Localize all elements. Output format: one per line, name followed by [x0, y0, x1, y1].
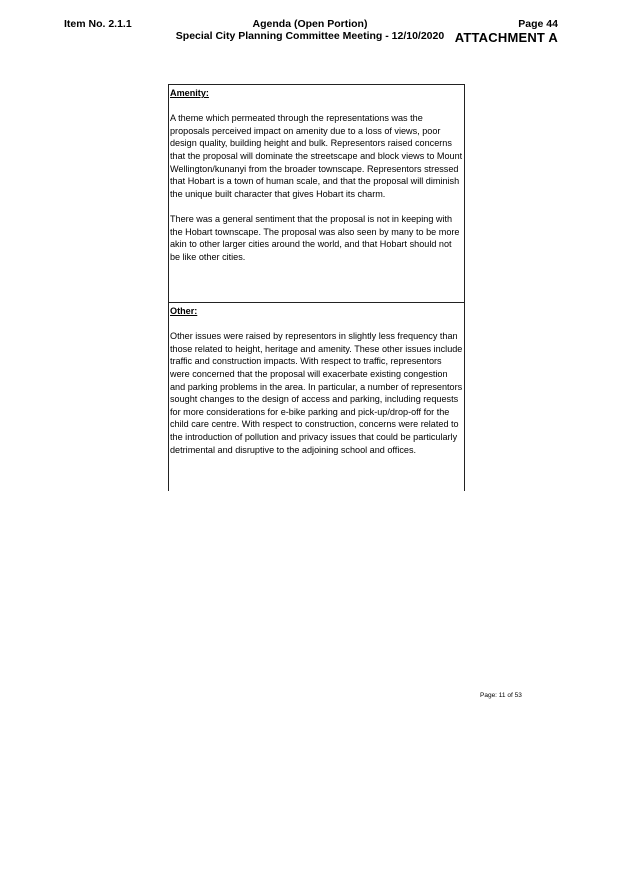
page-footer: Page: 11 of 53	[480, 692, 522, 699]
item-number: Item No. 2.1.1	[64, 18, 132, 30]
meeting-title: Special City Planning Committee Meeting - 12/10/2020	[175, 30, 445, 42]
paragraph: Other issues were raised by representors in slightly less frequency than those related to height, heritage and amenity. These other issues include traffic and construction impacts. With respect to traffic, representors were concerned that the proposal will exacerbate existing congestion and parking problems in the area. In particular, a number of representors sought changes to the design of access and parking, including requests for more considerations for e-bike parking and pick-up/drop-off for the child care centre. With respect to construction, concerns were related to the introduction of pollution and privacy issues that could be particularly detrimental and disruptive to the adjoining school and offices.	[170, 331, 463, 455]
page-number: Page 44	[518, 18, 558, 30]
other-section	[169, 302, 464, 456]
section-title: Other:	[170, 306, 198, 316]
representations-table	[168, 84, 465, 491]
attachment-label: ATTACHMENT A	[454, 30, 558, 45]
paragraph: A theme which permeated through the representations was the proposals perceived impact on amenity due to a loss of views, poor design quality, building height and bulk. Representors raised concerns that the proposal will dominate the streetscape and block views to Mount Wellington/kunanyi from the broader townscape. Representors stressed that Hobart is a town of human scale, and that the proposal will diminish the unique built character that gives Hobart its charm.	[170, 113, 463, 199]
amenity-section	[169, 85, 464, 302]
agenda-title: Agenda (Open Portion)	[252, 18, 368, 30]
agenda-header	[150, 18, 470, 42]
paragraph: There was a general sentiment that the proposal is not in keeping with the Hobart townscape. The proposal was also seen by many to be more akin to other larger cities around the world, and that Hobart should not be like other cities.	[170, 213, 460, 262]
page-header	[455, 18, 558, 45]
section-title: Amenity:	[170, 88, 209, 98]
